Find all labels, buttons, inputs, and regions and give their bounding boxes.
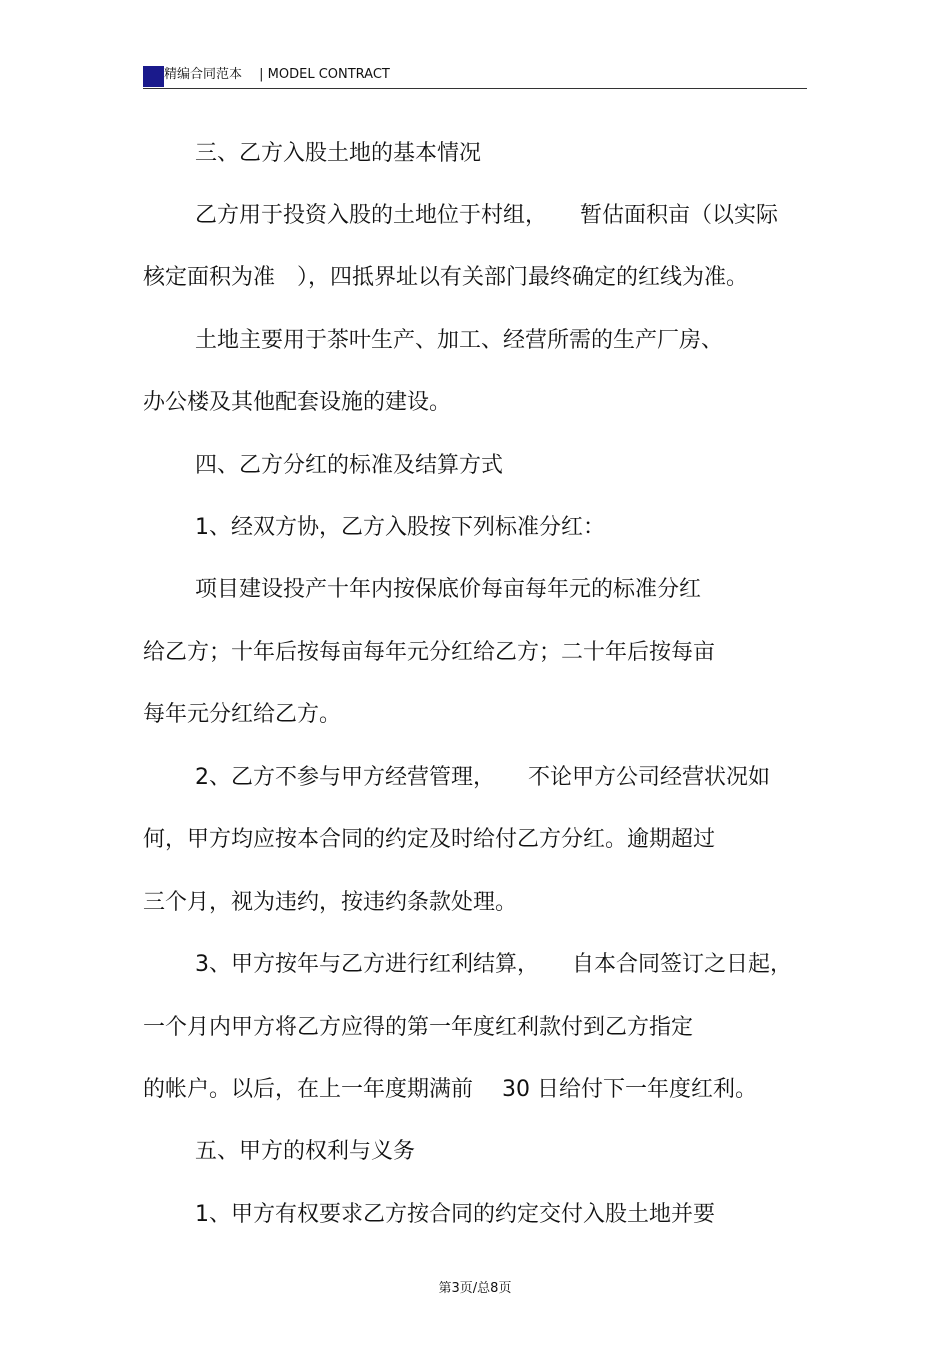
paragraph-line: 土地主要用于茶叶生产、加工、经营所需的生产厂房、 [195, 328, 724, 353]
section-heading: 五、甲方的权利与义务 [195, 1139, 416, 1164]
paragraph-line: 1、甲方有权要求乙方按合同的约定交付入股土地并要 [195, 1202, 715, 1227]
header-logo-box [143, 66, 164, 87]
section-heading: 三、乙方入股土地的基本情况 [195, 141, 482, 166]
paragraph-line: 办公楼及其他配套设施的建设。 [143, 390, 452, 415]
section-heading: 四、乙方分红的标准及结算方式 [195, 453, 504, 478]
header-divider [143, 88, 807, 89]
paragraph-line: 项目建设投产十年内按保底价每亩每年元的标准分红 [195, 577, 702, 602]
paragraph-line: 1、经双方协，乙方入股按下列标准分红： [195, 515, 605, 540]
paragraph-line: 的帐户。以后，在上一年度期满前 30 日给付下一年度红利。 [143, 1077, 757, 1102]
paragraph-line: 3、甲方按年与乙方进行红利结算， 自本合同签订之日起， [195, 952, 792, 977]
paragraph-line: 给乙方；十年后按每亩每年元分红给乙方；二十年后按每亩 [143, 640, 716, 665]
paragraph-line: 2、乙方不参与甲方经营管理， 不论甲方公司经营状况如 [195, 765, 770, 790]
paragraph-line: 三个月，视为违约，按违约条款处理。 [143, 890, 518, 915]
header-title: 精编合同范本 | MODEL CONTRACT [164, 67, 390, 82]
paragraph-line: 何，甲方均应按本合同的约定及时给付乙方分红。逾期超过 [143, 827, 716, 852]
paragraph-line: 一个月内甲方将乙方应得的第一年度红利款付到乙方指定 [143, 1015, 694, 1040]
paragraph-line: 每年元分红给乙方。 [143, 702, 342, 727]
paragraph-line: 乙方用于投资入股的土地位于村组， 暂估面积亩（以实际 [195, 203, 779, 228]
page-number: 第3页/总8页 [438, 1281, 512, 1296]
paragraph-line: 核定面积为准 ），四抵界址以有关部门最终确定的红线为准。 [143, 265, 749, 290]
